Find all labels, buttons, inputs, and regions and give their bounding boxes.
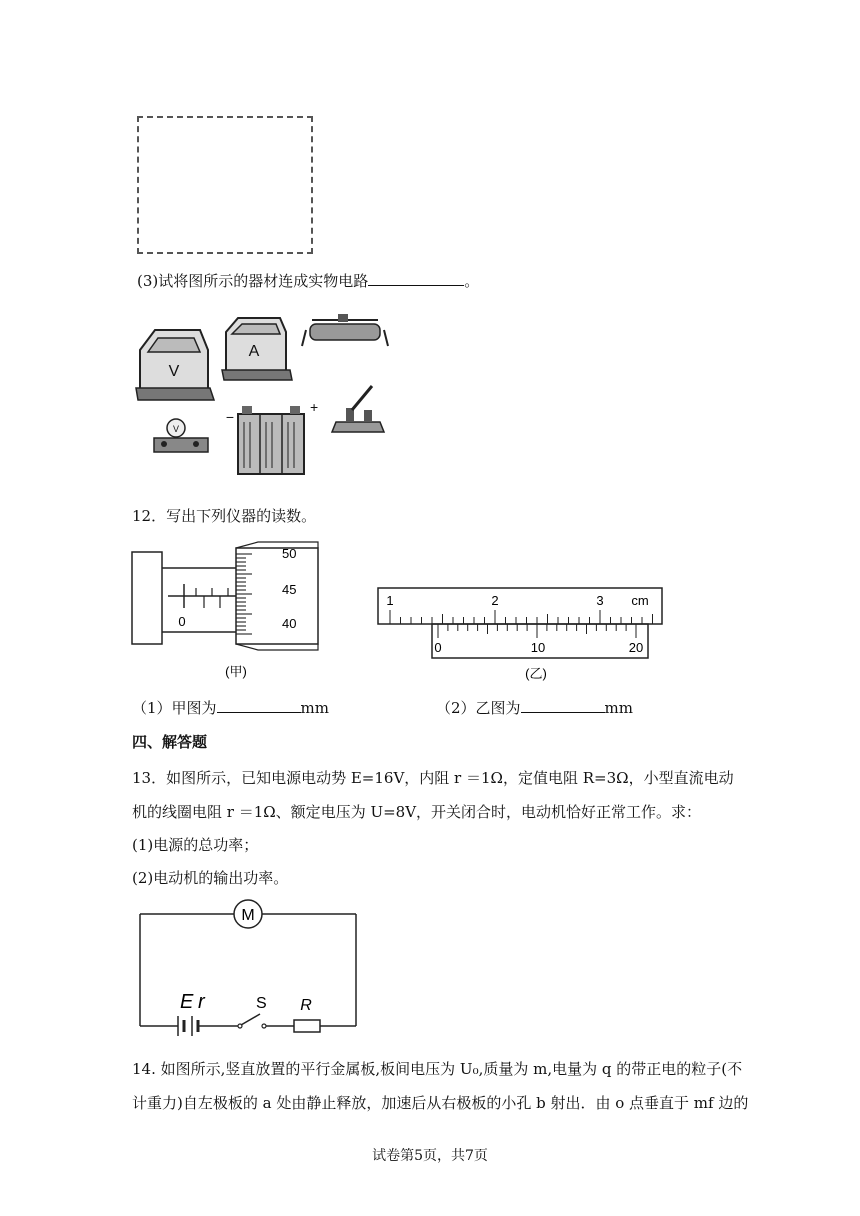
q13-sub1: (1)电源的总功率； [132, 836, 259, 854]
micrometer-figure [128, 538, 328, 682]
voltmeter-label: V [168, 363, 180, 380]
rheostat-icon [302, 314, 388, 346]
caliper-main-2: 2 [491, 593, 499, 608]
bulb-label: V [172, 424, 180, 434]
equipment-illustration [130, 310, 390, 480]
battery-icon [226, 399, 318, 474]
q13-line1: 13．如图所示，已知电源电动势 E=16V，内阻 r ＝1Ω，定值电阻 R=3Ω，小型直流电动 [132, 769, 734, 787]
switch-label: S [256, 995, 267, 1012]
q11-part3: (3)试将图所示的器材连成实物电路 。 [137, 272, 480, 290]
internal-r-label: r [198, 991, 205, 1013]
caliper-figure [376, 586, 666, 686]
voltmeter-icon [136, 330, 214, 400]
switch-icon [332, 386, 384, 432]
caliper-main-3: 3 [596, 593, 604, 608]
section-title: 四、解答题 [132, 733, 208, 751]
answer1-blank[interactable] [217, 698, 301, 713]
bulb-icon [154, 419, 208, 452]
caliper-vernier-10: 10 [530, 640, 546, 655]
resistor-symbol [294, 1020, 320, 1032]
emf-label: E [180, 991, 194, 1013]
circuit-diagram [136, 896, 360, 1036]
micrometer-scale-50: 50 [282, 546, 297, 561]
q13-sub2: (2)电动机的输出功率。 [132, 869, 289, 887]
answer-blank[interactable] [368, 271, 464, 286]
q14-line1: 14. 如图所示,竖直放置的平行金属板,板间电压为 U₀,质量为 m,电量为 q 的带正电的粒子(不 [132, 1060, 743, 1078]
ammeter-icon [222, 318, 292, 380]
caliper-main-1: 1 [386, 593, 394, 608]
switch-symbol [241, 1014, 260, 1025]
motor-label: M [241, 907, 255, 924]
micrometer-caption: (甲) [225, 664, 247, 679]
caliper-unit: cm [631, 593, 649, 608]
micrometer-scale-40: 40 [282, 616, 297, 631]
micrometer-scale-45: 45 [282, 582, 297, 597]
battery-minus-label: − [225, 409, 234, 425]
q12-answer1: （1）甲图为 mm [132, 699, 329, 717]
micrometer-main-zero: 0 [178, 614, 186, 629]
answer2-blank[interactable] [521, 698, 605, 713]
battery-symbol [178, 1016, 198, 1036]
q14-line2: 计重力)自左极板的 a 处由静止释放，加速后从右极板的小孔 b 射出．由 o 点垂直于 mf 边的 [132, 1094, 749, 1112]
q12-answer2: （2）乙图为 mm [436, 699, 633, 717]
q11-part3-text: (3)试将图所示的器材连成实物电路 [137, 272, 369, 290]
page-footer: 试卷第5页，共7页 [372, 1148, 488, 1164]
ammeter-label: A [248, 343, 260, 360]
q13-line2: 机的线圈电阻 r ＝1Ω、额定电压为 U=8V，开关闭合时，电动机恰好正常工作。求： [132, 803, 702, 821]
battery-plus-label: + [310, 399, 319, 415]
caliper-vernier-20: 20 [628, 640, 644, 655]
resistor-label: R [300, 997, 312, 1014]
caliper-vernier-0: 0 [434, 640, 442, 655]
dashed-answer-box [137, 116, 313, 254]
caliper-caption: (乙) [525, 666, 547, 681]
q12-stem: 12．写出下列仪器的读数。 [132, 507, 317, 525]
